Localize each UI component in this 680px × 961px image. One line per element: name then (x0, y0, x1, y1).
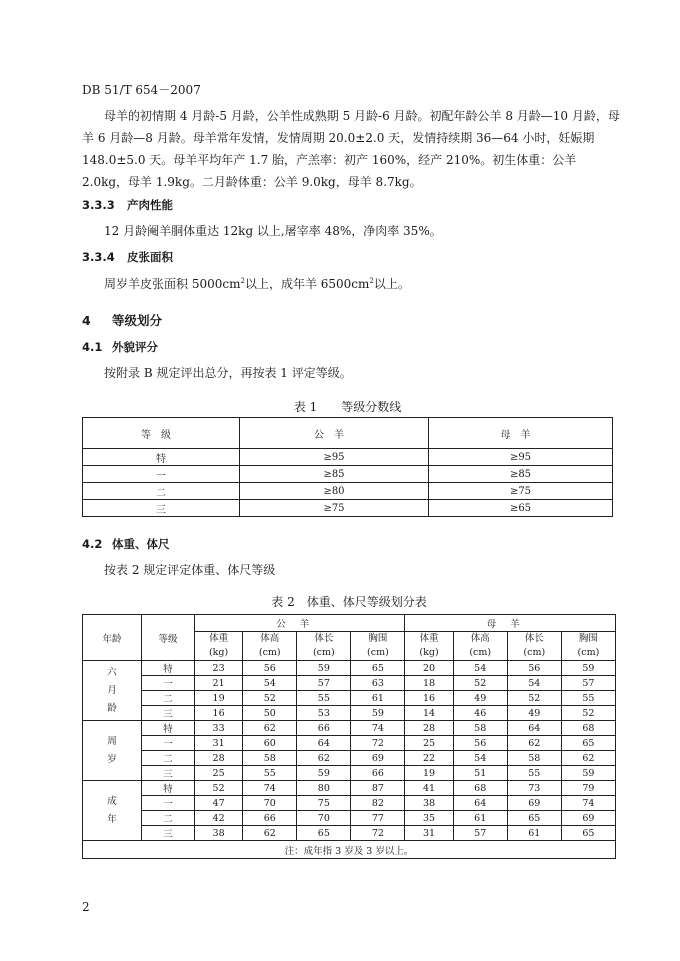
table-row (83, 676, 616, 691)
value-cell: 54 (243, 676, 297, 691)
metric-label: 体高 (470, 633, 490, 644)
section-number: 4 (82, 313, 91, 328)
header-female: 母羊 (405, 615, 616, 632)
grade-cell: 二 (83, 483, 240, 500)
grade-cell: 三 (142, 706, 195, 721)
value-cell: 57 (561, 676, 615, 691)
age-char: 岁 (107, 753, 117, 765)
value-cell: 49 (453, 691, 507, 706)
section-number: 3.3.4 (82, 250, 115, 264)
value-cell: 47 (195, 796, 243, 811)
grade-cell: 三 (83, 500, 240, 517)
value-cell: 61 (351, 691, 405, 706)
value-cell: 59 (297, 661, 351, 676)
value-cell: 38 (195, 826, 243, 841)
metric-header (507, 632, 561, 661)
text-part: 周岁羊皮张面积 5000cm (104, 277, 241, 291)
table-row (83, 766, 616, 781)
score-cell: ≥80 (240, 483, 429, 500)
value-cell: 19 (405, 766, 453, 781)
value-cell: 55 (561, 691, 615, 706)
value-cell: 87 (351, 781, 405, 796)
table-row (83, 796, 616, 811)
value-cell: 22 (405, 751, 453, 766)
value-cell: 65 (561, 736, 615, 751)
value-cell: 20 (405, 661, 453, 676)
metric-unit: (kg) (419, 647, 439, 658)
metric-label: 体重 (419, 633, 439, 644)
value-cell: 82 (351, 796, 405, 811)
section-title: 体重、体尺 (112, 537, 170, 551)
age-group-cell (83, 781, 142, 841)
score-cell: ≥95 (240, 449, 429, 466)
section-3-3-4-heading (82, 249, 173, 265)
superscript: 2 (240, 277, 245, 285)
header-male: 公羊 (195, 615, 405, 632)
score-cell: ≥75 (240, 500, 429, 517)
value-cell: 33 (195, 721, 243, 736)
section-title: 外貌评分 (112, 340, 158, 354)
value-cell: 60 (243, 736, 297, 751)
table-header-row (83, 418, 613, 449)
value-cell: 62 (297, 751, 351, 766)
table-row (83, 449, 613, 466)
section-3-3-3-heading (82, 197, 173, 213)
value-cell: 52 (561, 706, 615, 721)
table-row (83, 751, 616, 766)
metric-header (453, 632, 507, 661)
table2-caption: 表 2 体重、体尺等级划分表 (271, 595, 427, 609)
metric-header (405, 632, 453, 661)
table-row (83, 691, 616, 706)
value-cell: 57 (453, 826, 507, 841)
value-cell: 23 (195, 661, 243, 676)
value-cell: 25 (195, 766, 243, 781)
value-cell: 28 (405, 721, 453, 736)
value-cell: 52 (243, 691, 297, 706)
value-cell: 59 (297, 766, 351, 781)
value-cell: 64 (453, 796, 507, 811)
age-char: 成 (107, 795, 117, 807)
value-cell: 52 (195, 781, 243, 796)
value-cell: 59 (561, 766, 615, 781)
value-cell: 31 (195, 736, 243, 751)
value-cell: 56 (507, 661, 561, 676)
section-title: 等级划分 (112, 313, 163, 328)
age-char: 年 (107, 813, 117, 825)
value-cell: 18 (405, 676, 453, 691)
value-cell: 80 (297, 781, 351, 796)
value-cell: 21 (195, 676, 243, 691)
metric-unit: (cm) (523, 647, 546, 658)
table-row (83, 661, 616, 676)
grade-cell: 一 (83, 466, 240, 483)
value-cell: 65 (561, 826, 615, 841)
value-cell: 61 (453, 811, 507, 826)
section-4-1-text: 按附录 B 规定评出总分，再按表 1 评定等级。 (104, 366, 352, 380)
value-cell: 59 (561, 661, 615, 676)
grade-cell: 一 (142, 676, 195, 691)
section-number: 4.2 (82, 537, 103, 551)
value-cell: 66 (351, 766, 405, 781)
value-cell: 19 (195, 691, 243, 706)
value-cell: 55 (297, 691, 351, 706)
section-4-2-text: 按表 2 规定评定体重、体尺等级 (104, 563, 276, 577)
metric-label: 胸围 (368, 633, 388, 644)
section-4-heading (82, 311, 162, 329)
value-cell: 77 (351, 811, 405, 826)
metric-header (243, 632, 297, 661)
value-cell: 65 (507, 811, 561, 826)
value-cell: 35 (405, 811, 453, 826)
table-row (83, 826, 616, 841)
value-cell: 69 (351, 751, 405, 766)
header-grade: 等级 (142, 615, 195, 661)
table-row (83, 811, 616, 826)
metric-unit: (kg) (208, 647, 229, 658)
value-cell: 14 (405, 706, 453, 721)
value-cell: 72 (351, 736, 405, 751)
value-cell: 62 (507, 736, 561, 751)
intro-paragraph: 母羊的初情期 4 月龄-5 月龄，公羊性成熟期 5 月龄-6 月龄。初配年龄公羊 8 月龄—10 月龄，母羊 6 月龄—8 月龄。母羊常年发情，发情周期 20.0±2.0 天，发情持续期 36—64 小时，妊娠期 148.0±5.0 天。母羊平均年产 1.7 胎，产羔率：初产 160%，经产 210%。初生体重：公羊 2.0kg，母羊 1.9kg。二月龄体重：公羊 9.0kg，母羊 8.7kg。 (82, 109, 620, 189)
table-row (83, 781, 616, 796)
value-cell: 70 (297, 811, 351, 826)
grade-cell: 特 (142, 661, 195, 676)
weight-size-grade-table (82, 614, 616, 859)
value-cell: 56 (243, 661, 297, 676)
grade-score-table (82, 417, 613, 517)
metric-unit: (cm) (577, 647, 600, 658)
value-cell: 69 (507, 796, 561, 811)
grade-cell: 三 (142, 766, 195, 781)
text-part: 以上，成年羊 6500cm (244, 277, 370, 291)
value-cell: 49 (507, 706, 561, 721)
value-cell: 57 (297, 676, 351, 691)
value-cell: 68 (453, 781, 507, 796)
metric-label: 体高 (260, 633, 280, 644)
table-row (83, 466, 613, 483)
value-cell: 74 (351, 721, 405, 736)
table-note-row (83, 841, 616, 859)
metric-unit: (cm) (367, 647, 389, 658)
section-title: 皮张面积 (127, 250, 173, 264)
value-cell: 52 (507, 691, 561, 706)
value-cell: 63 (351, 676, 405, 691)
age-char: 六 (107, 666, 117, 678)
value-cell: 64 (297, 736, 351, 751)
value-cell: 58 (507, 751, 561, 766)
value-cell: 64 (507, 721, 561, 736)
value-cell: 58 (243, 751, 297, 766)
score-cell: ≥65 (429, 500, 613, 517)
section-3-3-4-text (104, 275, 410, 292)
metric-label: 胸围 (578, 633, 598, 644)
section-4-2-heading (82, 536, 170, 552)
value-cell: 68 (561, 721, 615, 736)
value-cell: 46 (453, 706, 507, 721)
text-part: 以上。 (373, 277, 410, 291)
value-cell: 51 (453, 766, 507, 781)
value-cell: 54 (453, 751, 507, 766)
value-cell: 72 (351, 826, 405, 841)
grade-cell: 二 (142, 691, 195, 706)
value-cell: 42 (195, 811, 243, 826)
header-grade: 等级 (83, 418, 240, 449)
metric-unit: (cm) (258, 647, 281, 658)
value-cell: 66 (243, 811, 297, 826)
score-cell: ≥95 (429, 449, 613, 466)
age-char: 龄 (107, 702, 117, 714)
header-female: 母羊 (429, 418, 613, 449)
metric-header (195, 632, 243, 661)
metric-label: 体重 (209, 633, 229, 644)
grade-cell: 特 (83, 449, 240, 466)
grade-cell: 特 (142, 721, 195, 736)
value-cell: 69 (561, 811, 615, 826)
section-3-3-3-text: 12 月龄阉羊胴体重达 12kg 以上,屠宰率 48%，净肉率 35%。 (104, 224, 442, 238)
value-cell: 53 (297, 706, 351, 721)
value-cell: 55 (507, 766, 561, 781)
section-4-1-heading (82, 339, 158, 355)
value-cell: 61 (507, 826, 561, 841)
page-number: 2 (82, 900, 90, 914)
table-row (83, 721, 616, 736)
section-number: 3.3.3 (82, 198, 115, 212)
value-cell: 25 (405, 736, 453, 751)
value-cell: 54 (507, 676, 561, 691)
grade-cell: 二 (142, 751, 195, 766)
header-age: 年龄 (83, 615, 142, 661)
value-cell: 54 (453, 661, 507, 676)
value-cell: 74 (243, 781, 297, 796)
grade-cell: 一 (142, 736, 195, 751)
value-cell: 65 (297, 826, 351, 841)
value-cell: 50 (243, 706, 297, 721)
value-cell: 16 (195, 706, 243, 721)
value-cell: 55 (243, 766, 297, 781)
value-cell: 59 (351, 706, 405, 721)
metric-header (297, 632, 351, 661)
age-group-cell (83, 661, 142, 721)
value-cell: 62 (243, 721, 297, 736)
header-male: 公羊 (240, 418, 429, 449)
score-cell: ≥85 (429, 466, 613, 483)
metric-unit: (cm) (312, 647, 335, 658)
value-cell: 31 (405, 826, 453, 841)
value-cell: 52 (453, 676, 507, 691)
value-cell: 73 (507, 781, 561, 796)
metric-unit: (cm) (469, 647, 492, 658)
table1-caption: 表 1 等级分数线 (293, 400, 402, 414)
grade-cell: 二 (142, 811, 195, 826)
metric-label: 体长 (524, 633, 544, 644)
value-cell: 28 (195, 751, 243, 766)
value-cell: 56 (453, 736, 507, 751)
value-cell: 79 (561, 781, 615, 796)
value-cell: 16 (405, 691, 453, 706)
age-char: 月 (107, 684, 117, 696)
table-header-row (83, 615, 616, 632)
section-number: 4.1 (82, 340, 103, 354)
value-cell: 38 (405, 796, 453, 811)
value-cell: 62 (561, 751, 615, 766)
document-code-header: DB 51/T 654－2007 (82, 83, 201, 97)
age-char: 周 (107, 735, 117, 747)
table-note: 注：成年指 3 岁及 3 岁以上。 (83, 841, 616, 859)
value-cell: 41 (405, 781, 453, 796)
value-cell: 75 (297, 796, 351, 811)
grade-cell: 一 (142, 796, 195, 811)
table-row (83, 500, 613, 517)
value-cell: 66 (297, 721, 351, 736)
grade-cell: 三 (142, 826, 195, 841)
metric-label: 体长 (314, 633, 334, 644)
grade-cell: 特 (142, 781, 195, 796)
table-row (83, 706, 616, 721)
metric-header (561, 632, 615, 661)
value-cell: 62 (243, 826, 297, 841)
metric-header (351, 632, 405, 661)
section-title: 产肉性能 (127, 198, 173, 212)
score-cell: ≥85 (240, 466, 429, 483)
value-cell: 65 (351, 661, 405, 676)
table-row (83, 483, 613, 500)
score-cell: ≥75 (429, 483, 613, 500)
value-cell: 70 (243, 796, 297, 811)
value-cell: 74 (561, 796, 615, 811)
value-cell: 58 (453, 721, 507, 736)
age-group-cell (83, 721, 142, 781)
superscript: 2 (369, 277, 374, 285)
table-row (83, 736, 616, 751)
